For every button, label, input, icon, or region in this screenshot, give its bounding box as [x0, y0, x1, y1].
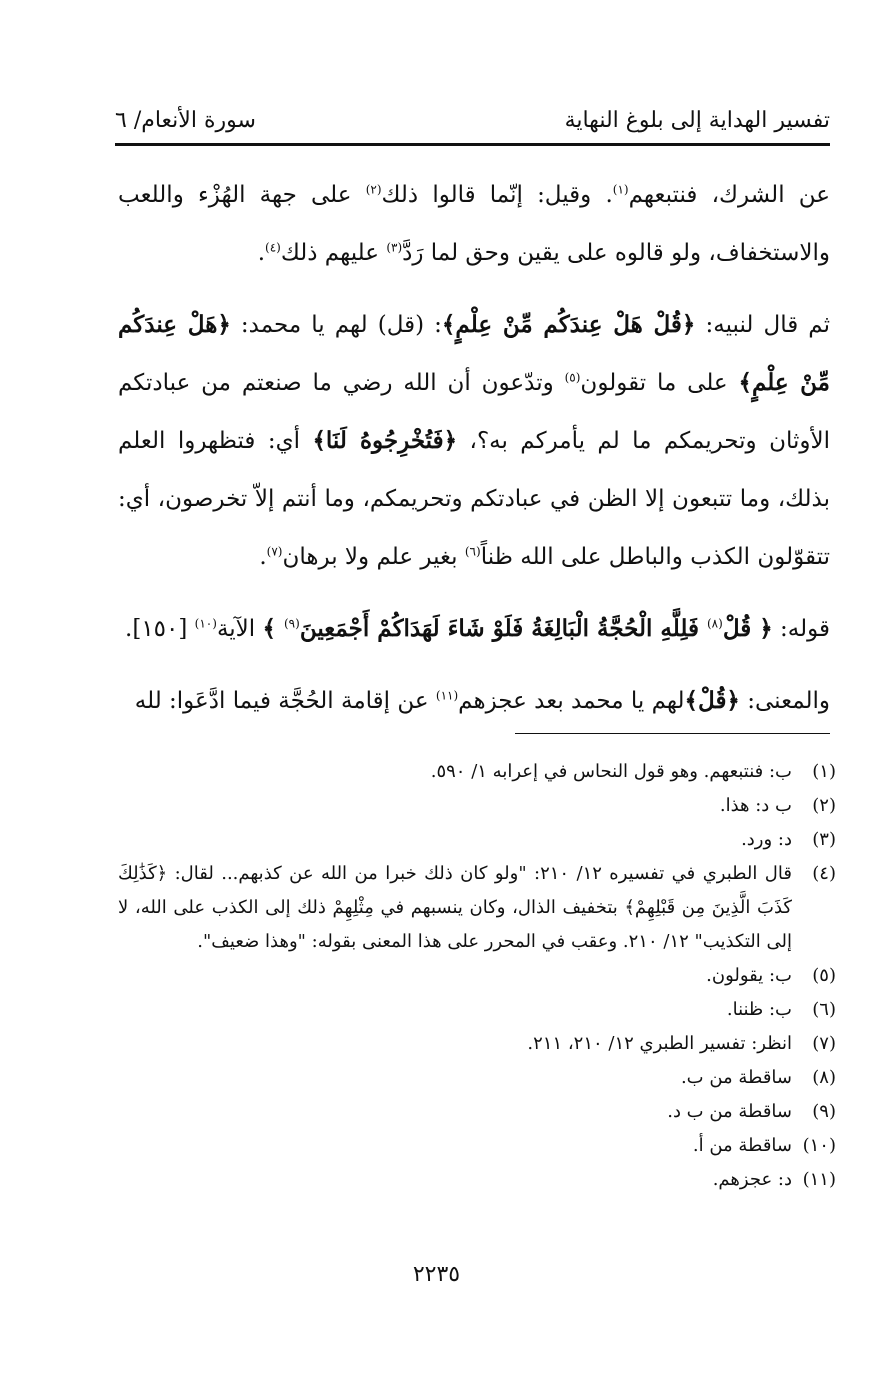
book-title: تفسير الهداية إلى بلوغ النهاية: [564, 108, 830, 133]
footnote-number: (٢): [812, 795, 836, 816]
footnote-number: (١١): [802, 1169, 836, 1190]
page-number: ٢٢٣٥: [412, 1262, 461, 1287]
footnote-number: (٩): [812, 1101, 836, 1122]
quran-quote: ﴿قُلْ هَلْ عِندَكُم مِّنْ عِلْمٍ﴾: [441, 311, 696, 338]
footnote-ref-7: (٧): [266, 544, 283, 559]
footnote-ref-6: (٦): [464, 544, 481, 559]
footnote-item: [118, 857, 836, 959]
footnote-ref-11: (١١): [435, 688, 459, 703]
footnote-ref-8: (٨): [706, 616, 723, 631]
footnote-text: قال الطبري في تفسيره ١٢/ ٢١٠: "ولو كان ذلك خبرا من الله عن كذبهم... لقال: ﴿كَذَٰلِكَ كَذَبَ الَّذِينَ مِن قَبْلِهِمْ﴾ بتخفيف الذال، وكان ينسبهم في مِثْلِهِمْ ذلك إلى الكذب على الله، لا إلى التكذيب" ١٢/ ٢١٠. وعقب في المحرر على هذا المعنى بقوله: "وهذا ضعيف".: [118, 863, 792, 952]
quran-quote: ﴿فَتُخْرِجُوهُ لَنَا﴾: [312, 427, 458, 454]
paragraph-gap: [118, 586, 830, 600]
footnote-item: [118, 959, 836, 993]
footnote-item: [118, 1163, 836, 1197]
footnote-ref-2: (٢): [365, 182, 382, 197]
footnotes: [118, 755, 836, 1197]
footnote-text: ساقطة من ب د.: [667, 1101, 792, 1122]
footnote-text: ساقطة من أ.: [692, 1135, 792, 1156]
footnote-ref-5: (٥): [564, 370, 581, 385]
quran-quote: ﴿ قُلْ: [722, 615, 773, 642]
footnote-text: ب: يقولون.: [706, 965, 792, 986]
paragraph-3: قوله: ﴿ قُلْ$^{(٨)}$ فَلِلَّهِ الْحُجَّةُ الْبَالِغَةُ فَلَوْ شَاءَ لَهَدَاكُمْ أَجْمَعِينَ$^{(٩)}$ ﴾ الآية$^{(١٠)}$ [١٥٠].: [125, 615, 830, 642]
footnote-text: ب: ظننا.: [726, 999, 792, 1020]
footnote-item: [118, 993, 836, 1027]
footnote-item: [118, 1095, 836, 1129]
header-divider: [115, 143, 830, 146]
footnote-item: [118, 1129, 836, 1163]
footnote-text: د: عجزهم.: [712, 1169, 792, 1190]
footnote-item: [118, 823, 836, 857]
footnote-number: (١): [812, 761, 836, 782]
footnote-text: انظر: تفسير الطبري ١٢/ ٢١٠، ٢١١.: [527, 1033, 792, 1054]
footnote-ref-9: (٩): [283, 616, 300, 631]
footnote-ref-1: (١): [612, 182, 629, 197]
paragraph-4: والمعنى: ﴿قُلْ﴾لهم يا محمد بعد عجزهم$^{(١١)}$ عن إقامة الحُجَّة فيما ادَّعَوا: لله: [134, 687, 830, 714]
footnote-number: (٨): [812, 1067, 836, 1088]
footnote-text: د: ورد.: [741, 829, 792, 850]
footnote-number: (٣): [812, 829, 836, 850]
footnote-ref-3: (٣): [386, 240, 403, 255]
footnote-item: [118, 1061, 836, 1095]
paragraph-gap: [118, 282, 830, 296]
paragraph-1: عن الشرك، فنتبعهم$^{(١)}$. وقيل: إنّما قالوا ذلك$^{(٢)}$ على جهة الهُزْء واللعب والاستخفاف، ولو قالوه على يقين وحق لما رَدَّ$^{(٣)}$ عليهم ذلك$^{(٤)}$.: [118, 182, 830, 266]
quran-quote: فَلِلَّهِ الْحُجَّةُ الْبَالِغَةُ فَلَوْ شَاءَ لَهَدَاكُمْ أَجْمَعِينَ: [299, 615, 707, 642]
quran-quote: ﴾: [262, 615, 284, 642]
footnote-text: ب: فنتبعهم. وهو قول النحاس في إعرابه ١/ ٥٩٠.: [430, 761, 792, 782]
footnote-text: ساقطة من ب.: [680, 1067, 792, 1088]
paragraph-gap: [118, 658, 830, 672]
footnote-divider: [515, 733, 830, 734]
paragraph-2: ثم قال لنبيه: ﴿قُلْ هَلْ عِندَكُم مِّنْ عِلْمٍ﴾: (قل) لهم يا محمد: ﴿هَلْ عِندَكُم مِّنْ عِلْمٍ﴾ على ما تقولون$^{(٥)}$ وتدّعون أن الله رضي ما صنعتم من عبادتكم الأوثان وتحريمكم ما لم يأمركم به؟، ﴿فَتُخْرِجُوهُ لَنَا﴾ أي: فتظهروا العلم بذلك، وما تتبعون إلا الظن في عبادتكم وتحريمكم، وما أنتم إلاّ تخرصون، أي: تتقوّلون الكذب والباطل على الله ظناً$^{(٦)}$ بغير علم ولا برهان$^{(٧)}$.: [118, 311, 830, 570]
main-text: [118, 166, 830, 730]
running-header: [115, 100, 830, 144]
quran-quote: ﴿هَلْ عِندَكُم مِّنْ عِلْمٍ﴾: [118, 311, 830, 396]
surah-label: سورة الأنعام/ ٦: [115, 108, 256, 133]
footnote-item: [118, 789, 836, 823]
footnote-ref-4: (٤): [265, 240, 281, 255]
footnote-text: ب د: هذا.: [719, 795, 792, 816]
footnote-number: (٧): [812, 1033, 836, 1054]
quran-quote: ﴿قُلْ﴾: [684, 687, 740, 714]
footnote-item: [118, 755, 836, 789]
footnote-number: (١٠): [802, 1135, 836, 1156]
footnote-number: (٤): [812, 863, 836, 884]
footnote-number: (٦): [812, 999, 836, 1020]
footnote-ref-10: (١٠): [194, 616, 217, 631]
footnote-item: [118, 1027, 836, 1061]
footnote-number: (٥): [812, 965, 836, 986]
